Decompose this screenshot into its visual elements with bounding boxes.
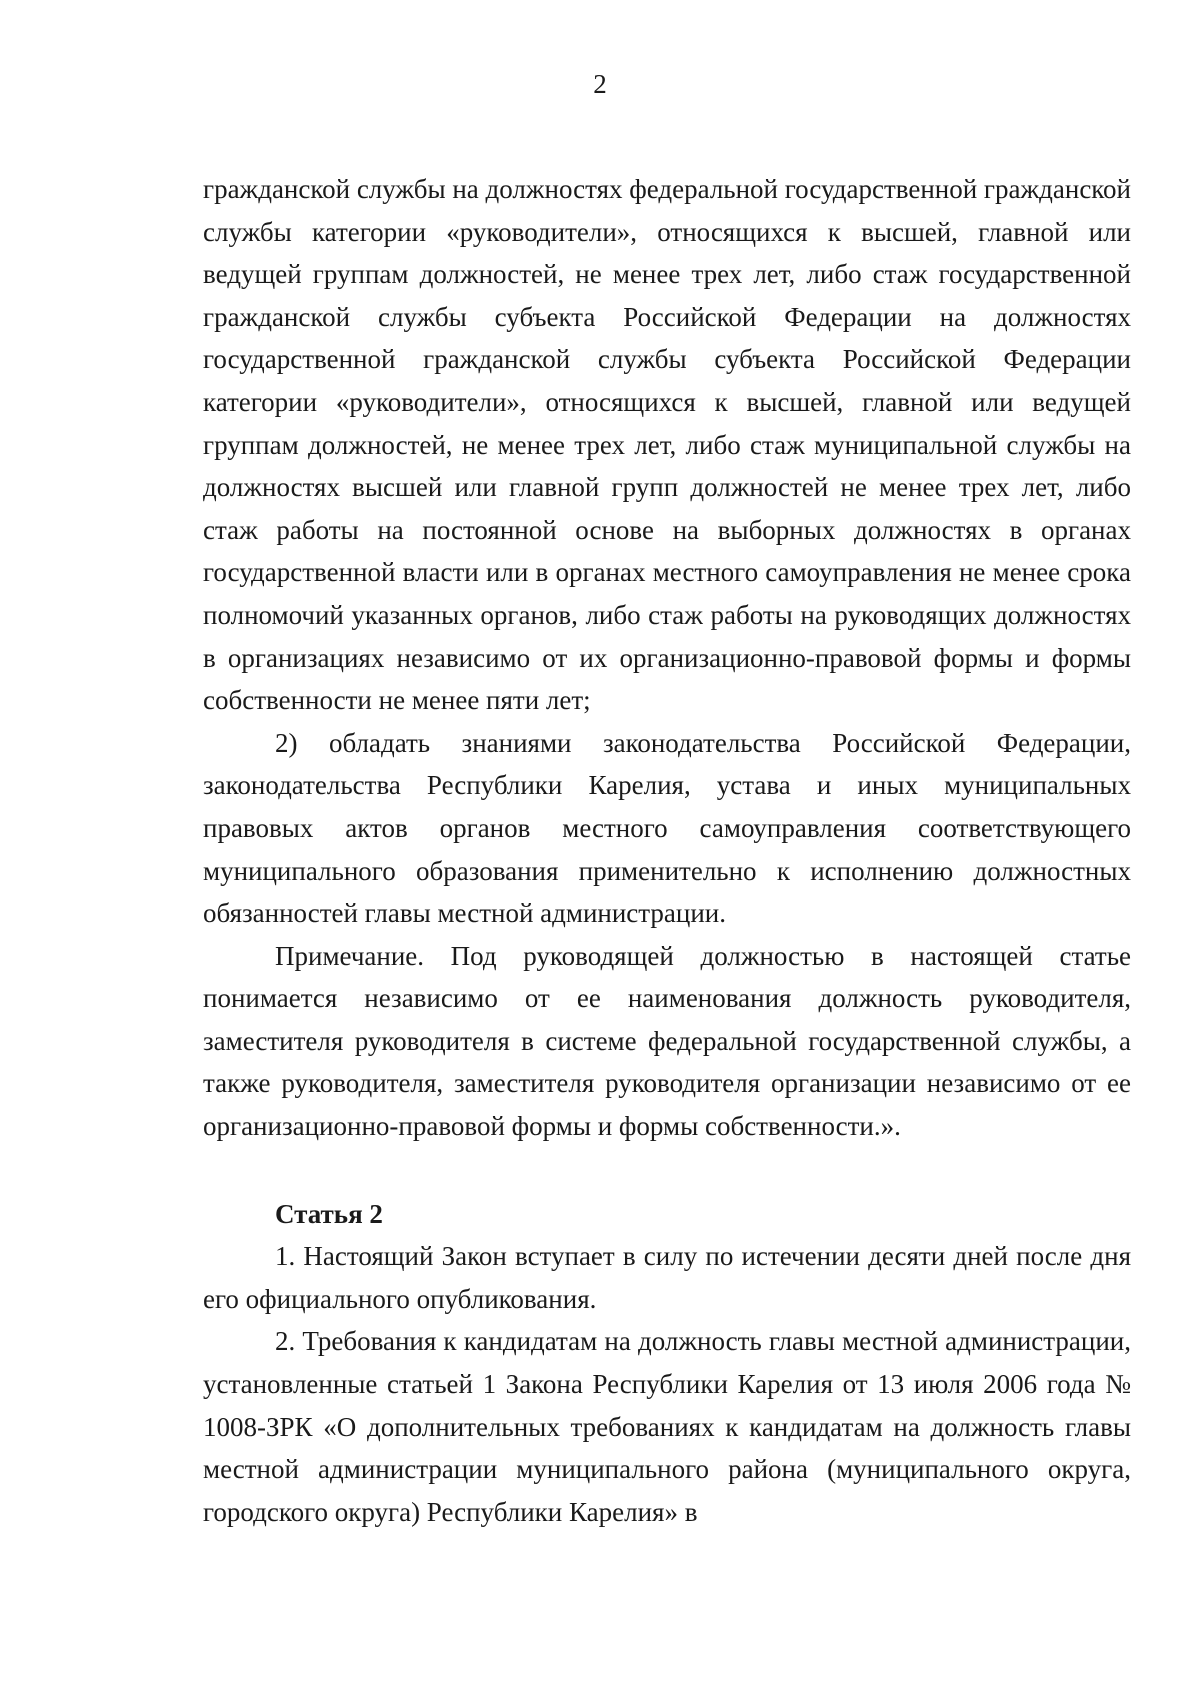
article-paragraph-2: 2. Требования к кандидатам на должность главы местной администрации, установленные статьей 1 Закона Республики Карелия от 13 июля 2006 года № 1008-ЗРК «О дополнительных требованиях к кандидатам на должность главы местной администрации муниципального района (муниципального округа, городского округа) Республики Карелия» в: [203, 1326, 1131, 1527]
paragraph-continuation: гражданской службы на должностях федеральной государственной гражданской службы категории «руководители», относящихся к высшей, главной или ведущей группам должностей, не менее трех лет, либо стаж государственной гражданской службы субъекта Российской Федерации на должностях государственной гражданской службы субъекта Российской Федерации категории «руководители», относящихся к высшей, главной или ведущей группам должностей, не менее трех лет, либо стаж муниципальной службы на должностях высшей или главной групп должностей не менее трех лет, либо стаж работы на постоянной основе на выборных должностях в органах государственной власти или в органах местного самоуправления не менее срока полномочий указанных органов, либо стаж работы на руководящих должностях в организациях независимо от их организационно-правовой формы и формы собственности не менее пяти лет;: [203, 174, 1131, 716]
article-paragraph-1: 1. Настоящий Закон вступает в силу по истечении десяти дней после дня его официального опубликования.: [203, 1241, 1131, 1314]
article-heading: Статья 2: [275, 1198, 383, 1229]
page-number: 2: [593, 69, 607, 99]
paragraph-note: Примечание. Под руководящей должностью в настоящей статье понимается независимо от ее наименования должность руководителя, заместителя руководителя в системе федеральной государственной службы, а также руководителя, заместителя руководителя организации независимо от ее организационно-правовой формы и формы собственности.».: [203, 940, 1131, 1142]
paragraph-item-2: 2) обладать знаниями законодательства Российской Федерации, законодательства Республики Карелия, устава и иных муниципальных правовых актов органов местного самоуправления соответствующего муниципального образования применительно к исполнению должностных обязанностей главы местной администрации.: [203, 727, 1131, 929]
document-body: [203, 168, 1131, 1533]
